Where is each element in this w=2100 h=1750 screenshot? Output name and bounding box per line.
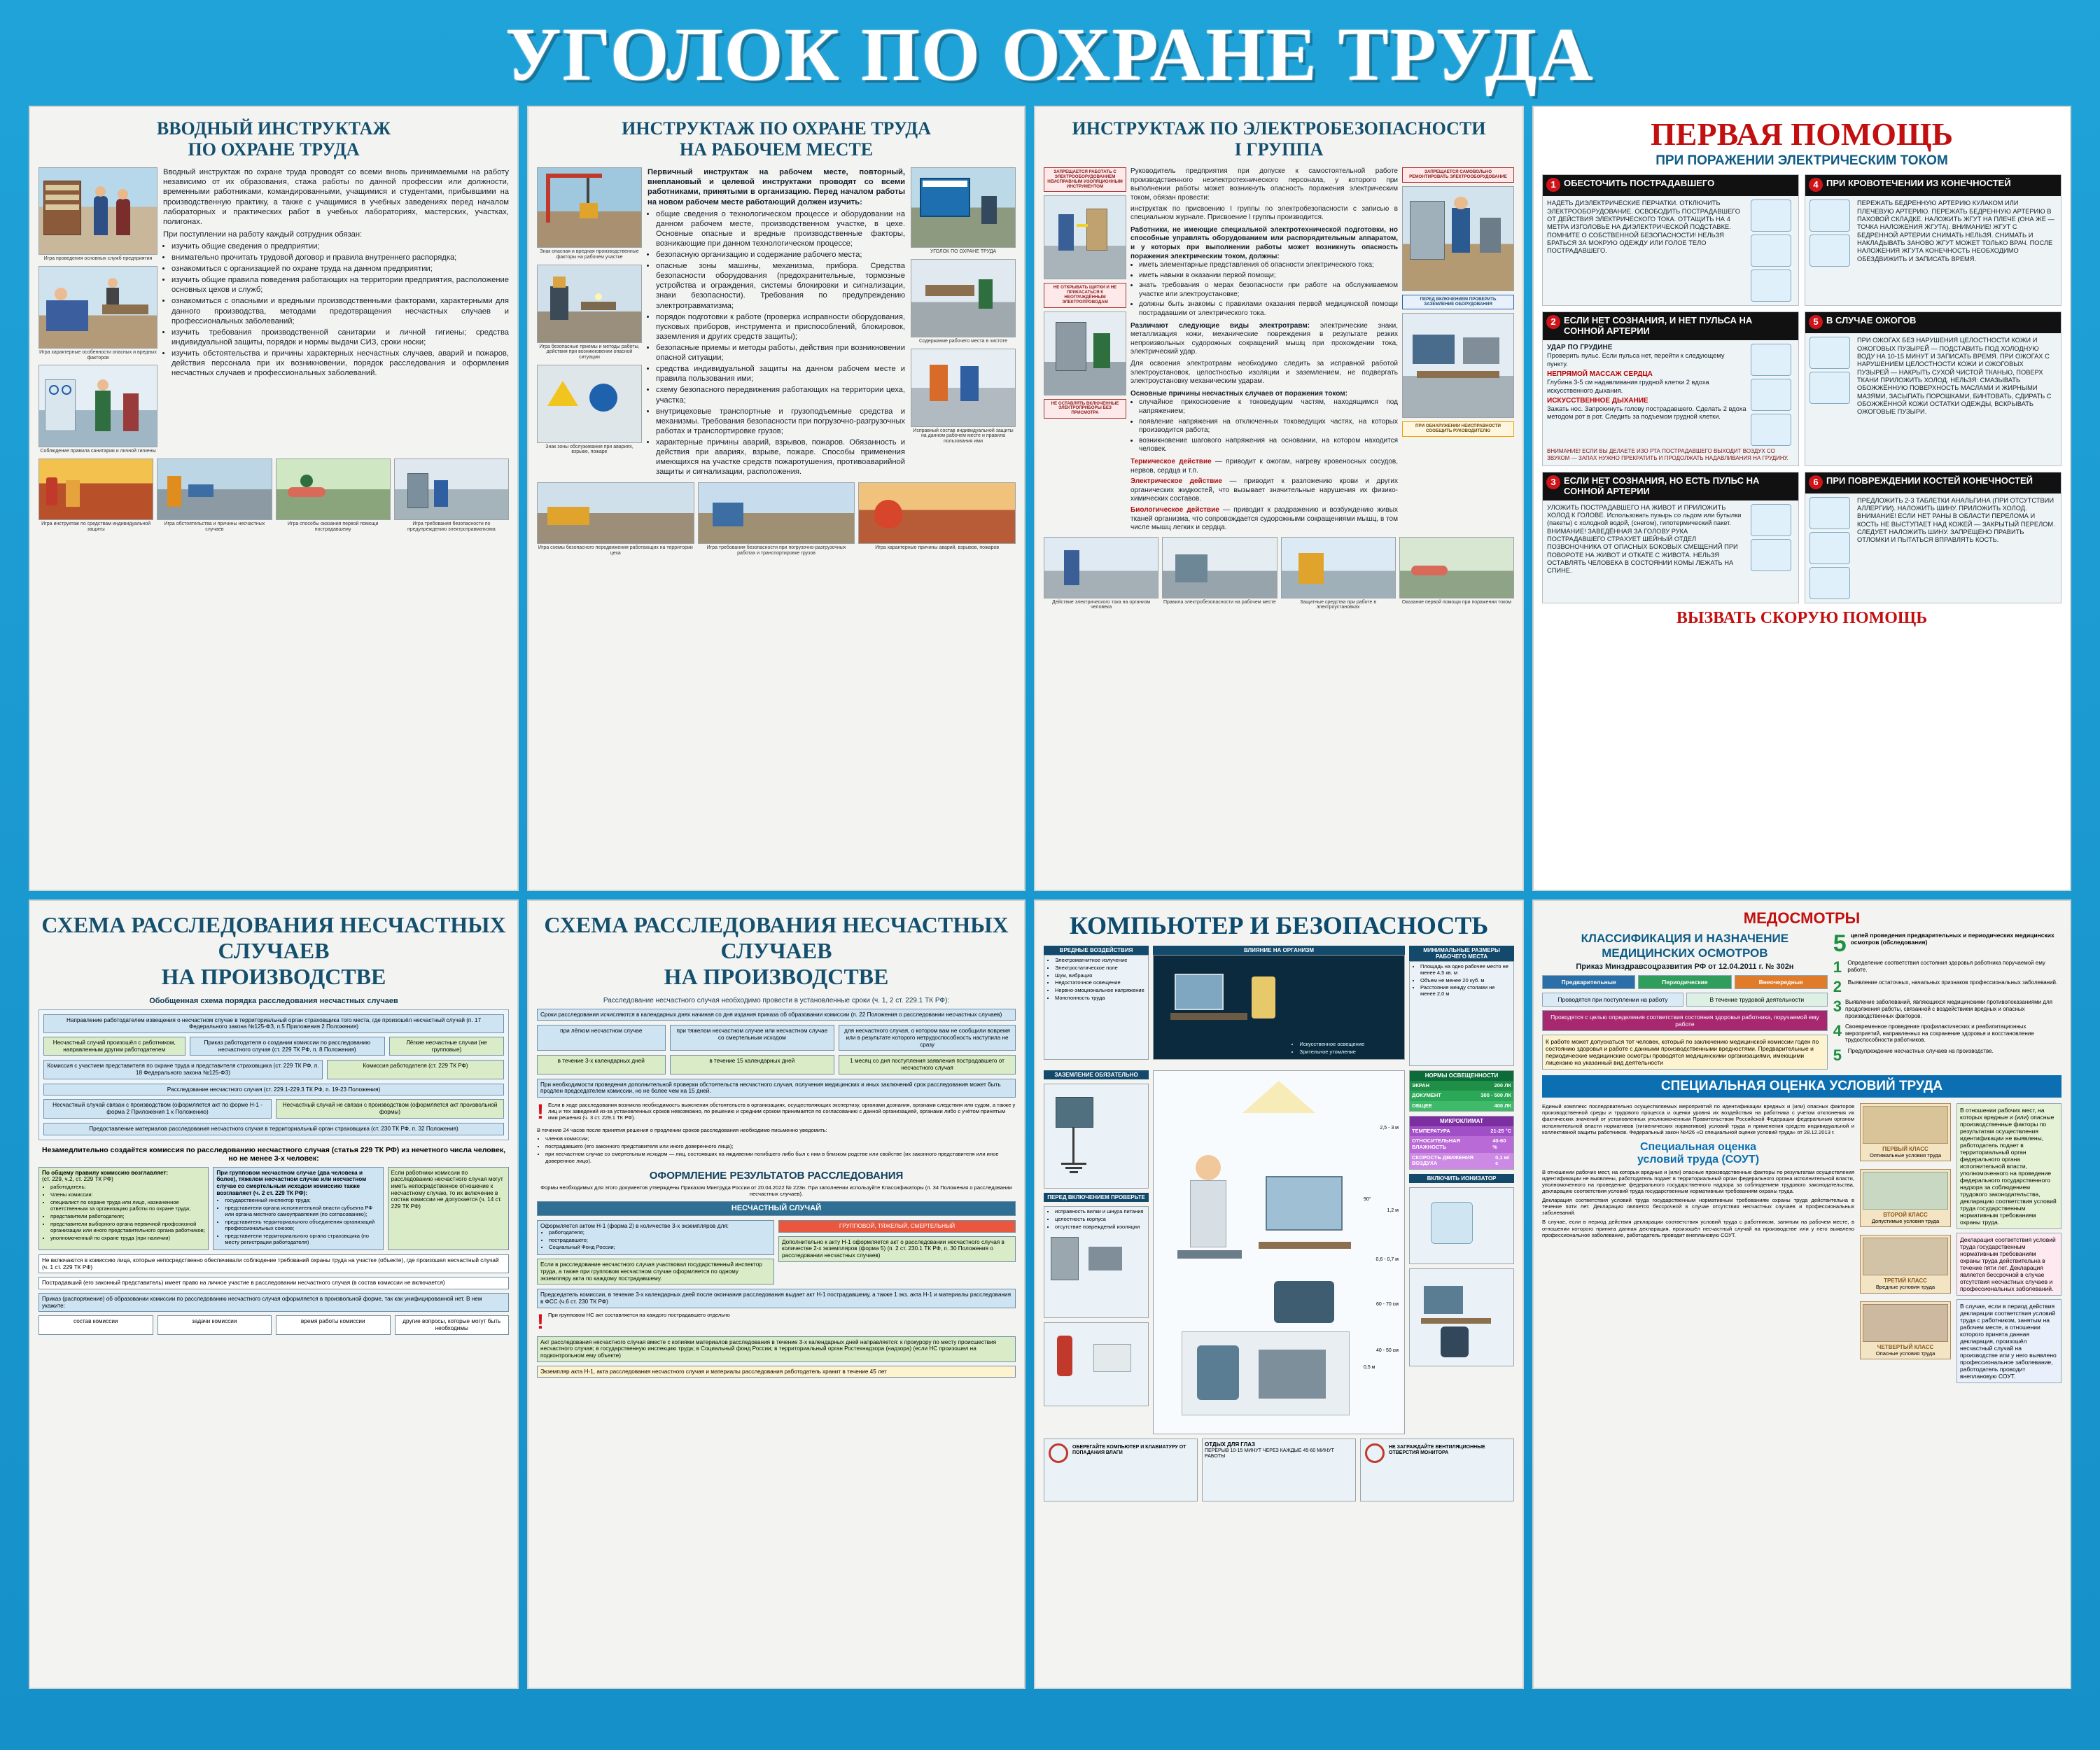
analgesic-icon xyxy=(1809,497,1850,529)
sout-bar: СПЕЦИАЛЬНАЯ ОЦЕНКА УСЛОВИЙ ТРУДА xyxy=(1542,1075,2062,1098)
intro-list: • изучить общие сведения о предприятии; • внимательно прочитать трудовой договор и правила внутреннего распорядка; • ознакомиться с организацией по охране труда на данном предприятии; • изучить общие правила поведения работающих на территории предприятия, расположение основных цехов и служб; • ознакомиться с опасными и вредными производственными факторами, характерными для данного производства, методами предотвращения несчастных случаев и профессиональных заболеваний; • изучить требования производственной санитарии и личной гигиены; средства индивидуальной защиты, порядок и нормы выдачи СИЗ, сроки носки; • изучить обстоятельства и причины характерных несчастных случаев, аварий и пожаров, действия персонала при их возникновении, порядок расследования и оформления несчастных случаев и профессиональных заболеваний. xyxy=(163,241,509,378)
commission-general: По общему правилу комиссию возглавляет: (ст. 229, ч.2, ст. 229 ТК РФ) • работодатель; • Члены комиссии: • специалист по охране труда или лицо, назначенное ответственным за организацию работы по охране труда; • представители работодателя; • представители выборного органа первичной профсоюзной организации или иного представительного органа работников; • уполномоченный по охране труда (при наличии) xyxy=(38,1167,209,1250)
cold-icon xyxy=(1809,567,1850,599)
first-aid-step-3: 3 ЕСЛИ НЕТ СОЗНАНИЯ, НО ЕСТЬ ПУЛЬС НА СОННОЙ АРТЕРИИ УЛОЖИТЬ ПОСТРАДАВШЕГО НА ЖИВОТ И ПРИЛОЖИТЬ ХОЛОД К ГОЛОВЕ. Использовать пузырь со льдом или бутылки (пакеты) с холодной водой, (снегом), гипотермический пакет. ВНИМАНИЕ! ЗАВЕДЁННАЯ ЗА ГОЛОВУ РУКА ПОСТРАДАВШЕГО СТРАХУЕТ ШЕЙНЫЙ ОТДЕЛ ПОЗВОНОЧНИКА ОТ ОПАСНЫХ БОКОВЫХ СМЕЩЕНИЙ ПРИ ПОВОРОТЕ НА ЖИВОТ И ОТКАТЕ С ЖИВОТА. НЕЛЬЗЯ ОСТАВЛЯТЬ ЧЕЛОВЕКА В СОСТОЯНИИ КОМЫ ЛЕЖАТЬ НА СПИНЕ. xyxy=(1542,472,1799,603)
rescue-breath-icon xyxy=(1751,414,1791,446)
medical-purpose: Проводятся с целью определения соответствия состояния здоровья работника, поручаемой ему работе xyxy=(1542,1010,1828,1031)
computer-right-stack xyxy=(1409,1070,1514,1434)
commission-severe: При групповом несчастном случае (два человека и более), тяжелом несчастном случае или несчастном случае со смертельным исходом комиссию также возглавляет (ч. 2 ст. 229 ТК РФ): • государственный инспектор труда; • представители органа исполнительной власти субъекта РФ или органа местного самоуправления (по согласованию); • представитель территориального объединения организаций профессиональных союзов; • представители территориального органа страховщика (по месту регистрации работодателя) xyxy=(213,1167,383,1250)
panel-workplace-briefing xyxy=(527,106,1026,891)
thumb-fire-cause: Игра характерные причины аварий, взрывов, пожаров xyxy=(858,482,1016,556)
sout-extra-2: Декларация соответствия условий труда государственным нормативным требованиям охраны труда действительна в течение пяти лет. Декларация является бессрочной в случае отсутствия несчастных случаев и профессиональных заболеваний. xyxy=(1956,1233,2062,1296)
ionizer-header: ВКЛЮЧИТЬ ИОНИЗАТОР xyxy=(1409,1174,1514,1183)
goals-count: 5 xyxy=(1833,930,1847,958)
scheme-right-extension: При необходимости проведения дополнительной проверки обстоятельств несчастного случая, получения медицинских и иных заключений срок расследования может быть продлен председателем комиссии, но не более чем на 15 дней. xyxy=(537,1079,1016,1098)
workplace-image-right: УГОЛОК ПО ОХРАНЕ ТРУДА Содержание рабочего места в чистоте Исправный состав индивидуальной защиты на данном рабочем месте и правила пользования ими xyxy=(911,167,1016,478)
illustration-ppe-locker xyxy=(38,365,158,447)
thumb-fire-safety: Игра инструктаж по средствам индивидуальной защиты xyxy=(38,458,153,532)
precheck-list: • исправность вилки и шнура питания • целостность корпуса • отсутствие повреждений изоляции xyxy=(1044,1206,1149,1318)
sout-classes xyxy=(1860,1103,1951,1383)
scheme-right-results-title: ОФОРМЛЕНИЕ РЕЗУЛЬТАТОВ РАССЛЕДОВАНИЯ xyxy=(649,1169,904,1182)
step-number: 1 xyxy=(1546,178,1560,192)
workplace-thumbnail-row xyxy=(537,482,1016,556)
badge-group-severe-fatal: ГРУППОВОЙ, ТЯЖЕЛЫЙ, СМЕРТЕЛЬНЫЙ xyxy=(778,1220,1016,1233)
workplace-image-left: Знак опасная и вредная производственные факторы на рабочем участке Игра безопасные приемы и методы работы, действия при возникновении опасной ситуации Знак зоны обслуживания при авариях, взрыве, пожаре xyxy=(537,167,642,478)
microclimate-table: МИКРОКЛИМАТ ТЕМПЕРАТУРА 21-25 °C ОТНОСИТЕЛЬНАЯ ВЛАЖНОСТЬ 40-60 % СКОРОСТЬ ДВИЖЕНИЯ ВОЗДУХА 0,1 м/с xyxy=(1409,1116,1514,1169)
illustration-fire-extinguisher xyxy=(1044,1322,1149,1406)
scheme-right-cases-row: при лёгком несчастном случае при тяжелом несчастном случае или несчастном случае со смертельным исходом для несчастного случая, о котором вам не сообщили вовремя или в результате которого нетрудоспособность наступила не сразу xyxy=(537,1025,1016,1051)
computer-bottom-row xyxy=(1044,1438,1514,1502)
badge-accident: НЕСЧАСТНЫЙ СЛУЧАЙ xyxy=(537,1201,1016,1216)
panel-first-aid xyxy=(1532,106,2071,891)
step-6-icons xyxy=(1809,497,1853,599)
electro-requirements-list: • иметь элементарные представления об опасности электрического тока; • иметь навыки в оказании первой помощи; • знать требования о мерах безопасности при работе на обслуживаемом участке или электроустановке; • должны быть знакомы с правилами оказания первой медицинской помощи пострадавшим от электрического тока. xyxy=(1130,261,1398,318)
computer-min-column: МИНИМАЛЬНЫЕ РАЗМЕРЫ РАБОЧЕГО МЕСТА • Площадь на одно рабочее место не менее 4,5 кв. м • Объем не менее 20 куб. м • Расстояние между столами не менее 2,0 м xyxy=(1409,946,1514,1066)
thumb-protective-equipment: Защитные средства при работе в электроустановках xyxy=(1281,537,1396,610)
scheme-right-warning: ! Если в ходе расследования возникла необходимость выяснения обстоятельств в организациях, осуществляющих экспертизу, органами дознания, органами следствия или судом, а также у лиц и тех заведений из-за установленных сроков невозможно, по решению и средним сроком принимается по согласованию с данной организацией, органами либо с учётом принятым ими решения (ч. 3 ст. 229.1 ТК РФ). xyxy=(537,1100,1016,1124)
scheme-right-forms-row xyxy=(537,1220,1016,1285)
grounding-header: ЗАЗЕМЛЕНИЕ ОБЯЗАТЕЛЬНО xyxy=(1044,1070,1149,1079)
workplace-list: • общие сведения о технологическом процессе и оборудовании на данном рабочем месте, производственном участке, в цехе. Основные опасные и вредные производственные факторы, возникающие при данном технологическом процессе; • безопасную организацию и содержание рабочего места; • опасные зоны машины, механизма, прибора. Средства безопасности оборудования (предохранительные, тормозные устройства и ограждения, системы блокировки и сигнализации, знаки безопасности). Требования по предупреждению электротравматизма; • порядок подготовки к работе (проверка исправности оборудования, пусковых приборов, инструмента и приспособлений, блокировок, заземления и других средств защиты); • безопасные приемы и методы работы, действия при возникновении опасной ситуации; • средства индивидуальной защиты на данном рабочем месте и правила пользования ими; • схему безопасного передвижения работающих на территории цеха, участка; • внутрицеховые транспортные и грузоподъемные средства и механизмы. Требования безопасности при погрузочно-разгрузочных работах и транспортировке грузов; • характерные причины аварий, взрывов, пожаров. Обязанность и действия при авариях, взрыве, пожаре. Способы применения имеющихся на участке средств пожаротушения, противоаварийной защиты и сигнализации, расположения. xyxy=(648,209,905,477)
panel-intro-briefing xyxy=(29,106,519,891)
computer-left-stack xyxy=(1044,1070,1149,1434)
computer-top-grid xyxy=(1044,946,1514,1066)
electro-causes-list: • случайное прикосновение к токоведущим частям, находящимся под напряжением; • появление напряжения на отключенных токоведущих частях, на которых производится работа; • возникновение шагового напряжения на основании, на котором находится человек. xyxy=(1130,398,1398,454)
illustration-hr-desk xyxy=(38,266,158,349)
sout-extra-1: В отношении рабочих мест, на которых вредные и (или) опасные производственные факторы по результатам осуществления идентификации не выявлены, работодатель подает в территориальный орган федерального органа исполнительной власти, уполномоченного на проведение федерального государственного надзора за соблюдением трудового законодательства, декларацию соответствия условий труда государственным нормативным требованиям охраны труда. xyxy=(1956,1103,2062,1229)
call-ambulance-text: ВЫЗВАТЬ СКОРУЮ ПОМОЩЬ xyxy=(1676,608,1928,627)
medical-goals: 5 целей проведения предварительных и периодических медицинских осмотров (обследования) 1 Определение соответствия состояния здоровья работника поручаемой ему работе. 2 Выявление остаточных, начальных признаков профессиональных заболеваний. 3 Выявление заболеваний, являющихся медицинскими противопоказаниями для продолжения работы, связанной с воздействием вредных и опасных производственных факторов. 4 Своевременное проведение профилактических и реабилитационных мероприятий, направленных на сохранение здоровья и восстановление трудоспособности работников. 5 Предупреждение несчастных случаев на производстве. xyxy=(1833,930,2058,1064)
storage-note: Экземпляр акта Н-1, акта расследования несчастного случая и материалы расследования работодатель хранит в течение 45 лет xyxy=(537,1366,1016,1378)
sout-section xyxy=(1542,1103,2062,1383)
panel-medical-exams xyxy=(1532,899,2071,1689)
cover-burn-icon xyxy=(1809,372,1850,404)
illustration-workstation-chair xyxy=(1409,1268,1514,1366)
medical-title: МЕДОСМОТРЫ xyxy=(1743,909,1861,927)
form-n1-note: Если в расследование несчастного случая участвовал государственный инспектор труда, а также при групповом несчастном случае оформляется по одному экземпляру акта по каждому пострадавшему. xyxy=(537,1259,774,1284)
scheme-left-flowchart: Направление работодателем извещения о несчастном случае в территориальный орган страховщика того места, где произошёл несчастный случай (п. 17 Федерального закона №125-ФЗ, п.5 Приложения 2 Положения) Несчастный случай произошёл с работником, направленным другим работодателем Приказ работодателя о создании комиссии по расследованию несчастного случая (ст. 229 ТК РФ, п. 8 Положения) Лёгкие несчастные случаи (не групповые) Комиссия с участием представителя по охране труда и представителя страховщика (ст. 229 ТК РФ, п. 18 Федерального закона №125-ФЗ) Комиссия работодателя (ст. 229 ТК РФ) Расследование несчастного случая (ст. 229.1-229.3 ТК РФ, п. 19-23 Положения) Несчастный случай связан с производством (оформляется акт по форме Н-1 - форма 2 Приложения 1 к Положению) Несчастный случай не связан с производством (оформляется акт произвольной формы) Предоставление материалов расследования несчастного случая в территориальный орган страховщика (ст. 230 ТК РФ, п. 32 Положения) xyxy=(38,1009,509,1140)
intro-image-column: Игра проведения основных служб предприятия Игра характерные особенности опасных и вредных факторов Соблюдение правила санитарии и личной гигиены xyxy=(38,167,158,454)
scheme-right-deadlines-row: в течение 3-х календарных дней в течение 15 календарных дней 1 месяц со дня поступления заявления пострадавшего от несчастного случая xyxy=(537,1055,1016,1074)
scheme-left-foot-3: Приказ (распоряжение) об образовании комиссии по расследованию несчастного случая оформляется в произвольной форме, так как унифицированной нет. В нем укажите: xyxy=(38,1293,509,1312)
group-accident-note: ! При групповом НС акт составляется на каждого пострадавшего отдельно xyxy=(537,1310,730,1334)
intro-thumbnail-row xyxy=(38,458,509,532)
illustration-workstation-night: • Искусственное освещение • Зрительное утомление xyxy=(1153,955,1405,1060)
step-5-icons xyxy=(1809,337,1853,416)
sign-check-grounding: ПЕРЕД ВКЛЮЧЕНИЕМ ПРОВЕРИТЬ ЗАЗЕМЛЕНИЕ ОБОРУДОВАНИЯ xyxy=(1402,295,1514,310)
computer-harm-column: ВРЕДНЫЕ ВОЗДЕЙСТВИЯ • Электромагнитное излучение • Электростатическое поле • Шум, вибрация • Недостаточное освещение • Нервно-эмоциональное напряжение • Монотонность труда xyxy=(1044,946,1149,1066)
min-size-list: • Площадь на одно рабочее место не менее 4,5 кв. м • Объем не менее 20 куб. м • Расстояние между столами не менее 2,0 м xyxy=(1409,961,1514,1066)
sign-no-unattended: НЕ ОСТАВЛЯТЬ ВКЛЮЧЕННЫЕ ЭЛЕКТРОПРИБОРЫ БЕЗ ПРИСМОТРА xyxy=(1044,399,1126,419)
scheme-left-subtitle: Обобщенная схема порядка расследования несчастных случаев xyxy=(149,996,398,1005)
sign-no-self-repair: ЗАПРЕЩАЕТСЯ САМОВОЛЬНО РЕМОНТИРОВАТЬ ЭЛЕКТРООБОРУДОВАНИЕ xyxy=(1402,167,1514,183)
thumb-electro-safety: Игра требования безопасности по предупреждению электротравматизма xyxy=(394,458,509,532)
first-aid-step-5: 5 В СЛУЧАЕ ОЖОГОВ ПРИ ОЖОГАХ БЕЗ НАРУШЕНИЯ ЦЕЛОСТНОСТИ КОЖИ И ОЖОГОВЫХ ПУЗЫРЕЙ — ПОДСТАВИТЬ ПОД ХОЛОДНУЮ ВОДУ НА 10-15 МИНУТ И ЗАПИСАТЬ ВРЕМЯ. ПРИ ОЖОГАХ С НАРУШЕНИЕМ ЦЕЛОСТНОСТИ КОЖИ И ОЖОГОВЫХ ПУЗЫРЕЙ — НАКРЫТЬ СУХОЙ ЧИСТОЙ ТКАНЬЮ, ПОВЕРХ ТКАНИ ПРИЛОЖИТЬ ХОЛОД. НЕЛЬЗЯ: СМАЗЫВАТЬ ОБОЖЖЁННУЮ ПОВЕРХНОСТЬ МАСЛАМИ И ЖИРНЫМИ МАЗЯМИ, ЗАСЫПАТЬ ПОРОШКАМИ, БИНТОВАТЬ, СДИРАТЬ С ОБОЖЖЁННОЙ КОЖИ ОСТАТКИ ОДЕЖДЫ, ВСКРЫВАТЬ ОЖОГОВЫЕ ПУЗЫРИ. xyxy=(1805,312,2062,465)
commission-exclusion: Если работники комиссии по расследованию несчастного случая могут иметь непосредственное отношение к несчастному случаю, то их включение в состав комиссии не допускается (ч. 14 ст. 229 ТК РФ) xyxy=(388,1167,509,1250)
scheme-right-results-note: Формы необходимых для этого документов утверждены Приказом Минтруда России от 20.04.2022 № 223н. При заполнении используйте Классификаторы (п. 34 Положения о расследовании несчастных случаев). xyxy=(540,1184,1012,1197)
panel-investigation-scheme-terms xyxy=(527,899,1026,1689)
precheck-header: ПЕРЕД ВКЛЮЧЕНИЕМ ПРОВЕРЬТЕ xyxy=(1044,1193,1149,1202)
cold-pack-icon xyxy=(1751,539,1791,571)
cold-water-icon xyxy=(1809,337,1850,369)
scheme-left-foot-1: Не включаются в комиссию лица, которые непосредственно обеспечивали соблюдение требований охраны труда на участке (объекте), где произошел несчастный случай (ч. 1 ст. 229 ТК РФ) xyxy=(38,1254,509,1273)
scheme-left-commission-note: Незамедлительно создаётся комиссия по расследованию несчастного случая (статья 229 ТК РФ) из нечетного числа человек, но не менее 3-х человек: xyxy=(42,1145,505,1163)
step-number: 2 xyxy=(1546,315,1560,329)
splint-icon xyxy=(1809,532,1850,564)
illustration-electric-shock xyxy=(1044,195,1126,279)
panel-intro-title: ВВОДНЫЙ ИНСТРУКТАЖ ПО ОХРАНЕ ТРУДА xyxy=(156,118,391,160)
thumb-rescue: Игра обстоятельства и причины несчастных случаев xyxy=(157,458,272,532)
step-2-icons xyxy=(1751,344,1794,446)
panel-electro-safety xyxy=(1034,106,1524,891)
eye-rest-note: ОТДЫХ ДЛЯ ГЛАЗ ПЕРЕРЫВ 10-15 МИНУТ ЧЕРЕЗ КАЖДЫЕ 45-60 МИНУТ РАБОТЫ xyxy=(1202,1438,1356,1502)
illustration-ppe-use xyxy=(911,349,1016,427)
scheme-left-title: СХЕМА РАССЛЕДОВАНИЯ НЕСЧАСТНЫХ СЛУЧАЕВ НА ПРОИЗВОДСТВЕ xyxy=(41,912,506,989)
form-5-note: Дополнительно к акту Н-1 оформляется акт о расследовании несчастного случая в количестве 2-х экземпляров (форма 5) (п. 2 ст. 230.1 ТК РФ, п. 30 Положения о расследовании несчастных случаев) xyxy=(778,1236,1016,1262)
step-number: 3 xyxy=(1546,475,1560,489)
class-card-1: ПЕРВЫЙ КЛАСС Оптимальные условия труда xyxy=(1860,1103,1951,1161)
panel-workplace-title: ИНСТРУКТАЖ ПО ОХРАНЕ ТРУДА НА РАБОЧЕМ МЕСТЕ xyxy=(622,118,931,160)
panel-computer-safety xyxy=(1034,899,1524,1689)
electro-thumbnail-row xyxy=(1044,537,1514,610)
thumb-loading: Игра требования безопасности при погрузочно-разгрузочных работах и транспортировке грузов xyxy=(698,482,855,556)
electro-sign-column-right xyxy=(1402,167,1514,533)
illustration-safety-signs xyxy=(537,365,642,443)
sout-extra-cards xyxy=(1956,1103,2062,1383)
illustration-notice-board xyxy=(911,167,1016,248)
step-3-icons xyxy=(1751,504,1794,575)
electro-sign-column-left xyxy=(1044,167,1126,533)
first-aid-step-2: 2 ЕСЛИ НЕТ СОЗНАНИЯ, И НЕТ ПУЛЬСА НА СОННОЙ АРТЕРИИ УДАР ПО ГРУДИНЕ Проверить пульс. Если пульса нет, перейти к следующему пункту. НЕПРЯМОЙ МАССАЖ СЕРДЦА Глубина 3-5 см надавливания грудной клетки 2 вдоха искусственного дыхания. ИСКУССТВЕННОЕ ДЫХАНИЕ Зажать нос. Запрокинуть голову пострадавшего. Сделать 2 вдоха методом рот в рот. Следить за подъемом грудной клетки. ВНИМАНИЕ! ЕСЛИ ВЫ ДЕЛАЕТЕ ИЗО РТА ПОСТРАДАВШЕГО ВЫХОДИТ ВОЗДУХ СО ЗВУКОМ — ЗАПАХ НУЖНО ПРЕКРАТИТЬ И ПРОДОЛЖАТЬ НАДАВЛИВАНИЯ НА ГРУДИНУ. xyxy=(1542,312,1799,465)
step-1-icons xyxy=(1751,200,1794,302)
class-card-2: ВТОРОЙ КЛАСС Допустимые условия труда xyxy=(1860,1169,1951,1227)
illustration-panel-check xyxy=(1044,312,1126,396)
artery-press-icon xyxy=(1809,200,1850,232)
step-4-icons xyxy=(1809,200,1853,267)
first-aid-title: ПЕРВАЯ ПОМОЩЬ xyxy=(1651,116,1953,153)
first-aid-subtitle: ПРИ ПОРАЖЕНИИ ЭЛЕКТРИЧЕСКИМ ТОКОМ xyxy=(1656,153,1948,169)
recovery-position-icon xyxy=(1751,504,1791,536)
first-aid-grid xyxy=(1542,174,2062,603)
thumb-current-effect: Действие электрического тока на организм человека xyxy=(1044,537,1158,610)
precordial-thump-icon xyxy=(1751,344,1791,376)
medical-order: Приказ Минздравсоцразвития РФ от 12.04.2011 г. № 302н xyxy=(1576,962,1794,972)
thumb-first-aid-shock: Оказание первой помощи при поражении током xyxy=(1399,537,1514,610)
panel-electro-title: ИНСТРУКТАЖ ПО ЭЛЕКТРОБЕЗОПАСНОСТИ I ГРУППА xyxy=(1072,118,1486,160)
warning-moisture: ОБЕРЕГАЙТЕ КОМПЬЮТЕР И КЛАВИАТУРУ ОТ ПОПАДАНИЯ ВЛАГИ xyxy=(1044,1438,1198,1502)
thumb-transport: Игра схемы безопасного передвижения работающих на территории цеха xyxy=(537,482,694,556)
scheme-left-commission-columns xyxy=(38,1167,509,1250)
sign-no-open-panels: НЕ ОТКРЫВАТЬ ЩИТКИ И НЕ ПРИКАСАТЬСЯ К НЕОГРАЖДЁННЫМ ЭЛЕКТРОПРОВОДАМ xyxy=(1044,283,1126,307)
workplace-text-column: Первичный инструктаж на рабочем месте, повторный, внеплановый и целевой инструктажи проводят со всеми работниками, принятыми в организацию. Перед началом работы на новом рабочем месте работающий должен изучить: • общие сведения о технологическом процессе и оборудовании на данном рабочем месте, производственном участке, в цехе. Основные опасные и вредные производственные факторы, возникающие при данном технологическом процессе; • безопасную организацию и содержание рабочего места; • опасные зоны машины, механизма, прибора. Средства безопасности оборудования (предохранительные, тормозные устройства и ограждения, системы блокировки и сигнализации, знаки безопасности). Требования по предупреждению электротравматизма; • порядок подготовки к работе (проверка исправности оборудования, пусковых приборов, инструмента и приспособлений, блокировок, заземления и других средств защиты); • безопасные приемы и методы работы, действия при возникновении опасной ситуации; • средства индивидуальной защиты на данном рабочем месте и правила пользования ими; • схему безопасного передвижения работающих на территории цеха, участка; • внутрицеховые транспортные и грузоподъемные средства и механизмы. Требования безопасности при погрузочно-разгрузочных работах и транспортировке грузов; • характерные причины аварий, взрывов, пожаров. Обязанность и действия при авариях, взрыве, пожаре. Способы применения имеющихся на участке средств пожаротушения, противоаварийной защиты и сигнализации, расположения. xyxy=(648,167,905,478)
switch-off-icon xyxy=(1751,234,1791,267)
computer-panel-title: КОМПЬЮТЕР И БЕЗОПАСНОСТЬ xyxy=(1069,911,1489,940)
medical-classification: КЛАССИФИКАЦИЯ И НАЗНАЧЕНИЕ МЕДИЦИНСКИХ ОСМОТРОВ Приказ Минздравсоцразвития РФ от 12.04.2011 г. № 302н Предварительные Периодические Внеочередные Проводятся при поступлении на работу В течение трудовой деятельности Проводятся с целью определения соответствия состояния здоровья работника, поручаемой ему работе К работе может допускаться тот человек, который по заключению медицинской комиссии годен по состоянию здоровья и работе с данными производственными вредностями. Предварительные и периодические медицинские осмотры проводятся медицинскими организациями, имеющими лицензию на указанный вид деятельности xyxy=(1542,932,1828,1070)
warning-icon: ! xyxy=(537,1100,544,1124)
first-aid-step-4: 4 ПРИ КРОВОТЕЧЕНИИ ИЗ КОНЕЧНОСТЕЙ ПЕРЕЖАТЬ БЕДРЕННУЮ АРТЕРИЮ КУЛАКОМ ИЛИ ПЛЕЧЕВУЮ АРТЕРИЮ. ПЕРЕЖАТЬ БЕДРЕННУЮ АРТЕРИЮ В ПАХОВОЙ СКЛАДКЕ. НАЛОЖИТЬ ЖГУТ НА ПЛЕЧЕ (ОНА ЖЕ — ТОЧКА НАЛОЖЕНИЯ ЖГУТА). ВНИМАНИЕ! ЖГУТ С БЕДРЕННОЙ АРТЕРИИ СНИМАТЬ НЕЛЬЗЯ. СНИМАТЬ И НАКЛАДЫВАТЬ ЗАНОВО ЖГУТ МОЖЕТ ТОЛЬКО ВРАЧ. ПОСЛЕ НАЛОЖЕНИЯ ЖГУТА КОНЕЧНОСТЬ НЕОБХОДИМО ОБЕЗДВИЖИТЬ И ЗАПИСАТЬ ВРЕМЯ. xyxy=(1805,174,2062,306)
scheme-right-terms-note: Сроки расследования исчисляются в календарных днях начиная со дня издания приказа об образовании комиссии (п. 22 Положения о расследовании несчастных случаев) xyxy=(537,1009,1016,1021)
illustration-clean-workplace xyxy=(911,259,1016,337)
step-number: 5 xyxy=(1809,315,1823,329)
illustration-workshop-electrician xyxy=(1402,186,1514,291)
sout-text: Единый комплекс последовательно осуществляемых мероприятий по идентификации вредных и (или) опасных факторов производственной среды и трудового процесса и оценки уровня их воздействия на работника с учетом отклонения их фактических значений от установленных уполномоченным Правительством Российской Федерации федеральным органом исполнительной власти нормативов (гигиенических нормативов) условий труда и применения средств индивидуальной и коллективной защиты работников. Федеральный закон №426 «О специальной оценке условий труда» от 28.12.2013 г. Специальная оценка условий труда (СОУТ) В отношении рабочих мест, на которых вредные и (или) опасные производственные факторы по результатам осуществления идентификации не выявлены, работодатель подает в территориальный орган федерального органа исполнительной власти, уполномоченного на проведение федерального государственного надзора за соблюдением трудового законодательства, декларацию соответствия условий труда государственным нормативным требованиям охраны труда. Декларация соответствия условий труда государственным нормативным требованиям охраны труда действительна в течение пяти лет. Декларация является бессрочной в случае отсутствия несчастных случаев и профессиональных заболеваний. В случае, если в период действия декларации соответствия условий труда с работником, занятым на рабочем месте, в отношении которого принята данная декларация, произошёл несчастный случай на производстве или у него выявлено профессиональное заболевание, работодатель проводит внеплановую СОУТ. xyxy=(1542,1103,1854,1238)
distribution-note: Акт расследования несчастного случая вместе с копиями материалов расследования в течение 3-х календарных дней направляется: к прокурору по месту происшествия несчастного случая; в государственную инспекцию труда; в Социальный фонд России; в территориальный орган Ростехнадзора (надзора) (если НС произошел на подконтрольном ему объекте) xyxy=(537,1336,1016,1362)
intro-text-column: Вводный инструктаж по охране труда проводят со всеми вновь принимаемыми на работу независимо от их образования, стажа работы по данной профессии или должности, временными работниками, командированными, учащимися и студентами, прибывшими на производственную практику, а также с учащимися в учебных заведениях перед началом лабораторных и практических работ в учебных лабораториях, мастерских, участках, полигонах. При поступлении на работу каждый сотрудник обязан: • изучить общие сведения о предприятии; • внимательно прочитать трудовой договор и правила внутреннего распорядка; • ознакомиться с организацией по охране труда на данном предприятии; • изучить общие правила поведения работающих на территории предприятия, расположение основных цехов и служб; • ознакомиться с опасными и вредными производственными факторами, характерными для данного производства, методами предотвращения несчастных случаев и профессиональных заболеваний; • изучить требования производственной санитарии и личной гигиены; средства индивидуальной защиты, порядок и нормы выдачи СИЗ, сроки носки; • изучить обстоятельства и причины характерных несчастных случаев, аварий и пожаров, действия персонала при их возникновении, порядок расследования и оформления несчастных случаев и профессиональных заболеваний. xyxy=(163,167,509,454)
step-number: 6 xyxy=(1809,475,1823,489)
first-aid-step-1: 1 ОБЕСТОЧИТЬ ПОСТРАДАВШЕГО НАДЕТЬ ДИЭЛЕКТРИЧЕСКИЕ ПЕРЧАТКИ. ОТКЛЮЧИТЬ ЭЛЕКТРООБОРУДОВАНИЕ. ОСВОБОДИТЬ ПОСТРАДАВШЕГО ОТ ДЕЙСТВИЯ ЭЛЕКТРИЧЕСКОГО ТОКА. ОТТАЩИТЬ НА 4 МЕТРА ИЗГОЛОВЬЕ НА ДИЭЛЕКТРИЧЕСКОЙ ПОДСТАВКЕ. ПОМНИТЕ О СОБСТВЕННОЙ БЕЗОПАСНОСТИ! НЕЛЬЗЯ БРАТЬСЯ ЗА МОКРУЮ ОДЕЖДУ ИЛИ ГОЛОЕ ТЕЛО ПОСТРАДАВШЕГО. xyxy=(1542,174,1799,306)
medical-columns xyxy=(1542,932,2062,1070)
illustration-ergonomic-diagram: 2,5 - 3 м 1,2 м 0,6 - 0,7 м 60 - 70 см 40 - 50 см 90° 0,5 м xyxy=(1153,1070,1405,1434)
drag-victim-icon xyxy=(1751,270,1791,302)
thumb-first-aid: Игра способы оказания первой помощи пострадавшему xyxy=(276,458,391,532)
illustration-crane-site xyxy=(537,167,642,248)
illustration-welding xyxy=(537,265,642,343)
scheme-right-title: СХЕМА РАССЛЕДОВАНИЯ НЕСЧАСТНЫХ СЛУЧАЕВ НА ПРОИЗВОДСТВЕ xyxy=(544,912,1009,989)
warning-vents: НЕ ЗАГРАЖДАЙТЕ ВЕНТИЛЯЦИОННЫЕ ОТВЕРСТИЯ МОНИТОРА xyxy=(1360,1438,1514,1502)
scheme-left-order-cells: состав комиссии задачи комиссии время работы комиссии другие вопросы, которые могут быть необходимы xyxy=(38,1315,509,1334)
panel-investigation-scheme-general xyxy=(29,899,519,1689)
thumb-rules-workplace: Правила электробезопасности на рабочем месте xyxy=(1162,537,1277,610)
illustration-grounding xyxy=(1044,1084,1149,1189)
medical-when-row: Проводятся при поступлении на работу В течение трудовой деятельности xyxy=(1542,993,1828,1007)
computer-center-diagram xyxy=(1153,1070,1405,1434)
harm-list: • Электромагнитное излучение • Электростатическое поле • Шум, вибрация • Недостаточное освещение • Нервно-эмоциональное напряжение • Монотонность труда xyxy=(1044,955,1149,1060)
medical-admission: К работе может допускаться тот человек, который по заключению медицинской комиссии годен по состоянию здоровья и работе с данными производственными вредностями. Предварительные и периодические медицинские осмотры проводятся медицинскими организациями, имеющими лицензию на указанный вид деятельности xyxy=(1542,1035,1828,1070)
illustration-office-electrical xyxy=(1402,313,1514,418)
illustration-ionizer xyxy=(1409,1187,1514,1264)
first-aid-step-6: 6 ПРИ ПОВРЕЖДЕНИИ КОСТЕЙ КОНЕЧНОСТЕЙ ПРЕДЛОЖИТЬ 2-3 ТАБЛЕТКИ АНАЛЬГИНА (ПРИ ОТСУТСТВИИ АЛЛЕРГИИ). НАЛОЖИТЬ ШИНУ. ПРИЛОЖИТЬ ХОЛОД. ВНИМАНИЕ! ЕСЛИ НЕТ РАНЫ В ОБЛАСТИ ПЕРЕЛОМА И КОСТЬ НЕ ВЫСТУПАЕТ НАД КОЖЕЙ — ЗАКРЫТЫЙ ПЕРЕЛОМ. СЛЕДУЕТ НАЛОЖИТЬ ШИНУ. ЗАПРЕЩЕНО ПРАВИТЬ ОТЛОМКИ И ПЫТАТЬСЯ ВПРАВЛЯТЬ КОСТЬ. xyxy=(1805,472,2062,603)
form-n1-info: Оформляется актом Н-1 (форма 2) в количестве 3-х экземпляров для: • работодателя; • пострадавшего; • Социальный Фонд России; xyxy=(537,1220,774,1256)
sout-extra-3: В случае, если в период действия декларации соответствия условий труда с работником, занятым на рабочем месте, в отношении которого принята данная декларация, произошёл несчастный случай на производстве или у него выявлено профессиональное заболевание, работодатель проводит внеплановую СОУТ. xyxy=(1956,1299,2062,1383)
class-card-4: ЧЕТВЕРТЫЙ КЛАСС Опасные условия труда xyxy=(1860,1301,1951,1359)
panel-grid xyxy=(20,106,2080,1689)
chair-duty-note: Председатель комиссии, в течение 3-х календарных дней после окончания расследования выдает акт Н-1 пострадавшему, а также 1 экз. акта Н-1 и материалы расследования в ФСС (ч.6 ст. 230 ТК РФ) xyxy=(537,1289,1016,1308)
scheme-right-subtitle: Расследование несчастного случая необходимо провести в установленные сроки (ч. 1, 2 ст. 229.1 ТК РФ): xyxy=(603,996,950,1004)
warning-icon-2: ! xyxy=(537,1310,544,1334)
scheme-right-notify-title: В течение 24 часов после принятия решения о продлении сроков расследования необходимо письменно уведомить: xyxy=(537,1127,827,1134)
scheme-right-notify-list: • членов комиссии; • пострадавшего (его законного представителя или иного доверенного лица); • при несчастном случае со смертельным исходом — лиц, состоявших на иждивении погибшего либо был с ним в близком родстве или свойстве (их законного представителя или иное доверенное лицо). xyxy=(537,1135,1016,1163)
sign-report-fault: ПРИ ОБНАРУЖЕНИИ НЕИСПРАВНОСТИ СООБЩИТЬ РУКОВОДИТЕЛЮ xyxy=(1402,421,1514,437)
scheme-left-foot-2: Пострадавший (его законный представитель) имеет право на личное участие в расследовании несчастного случая (в состав комиссии не включается) xyxy=(38,1277,509,1289)
computer-organ-column: ВЛИЯНИЕ НА ОРГАНИЗМ • Искусственное освещение • Зрительное утомление xyxy=(1153,946,1405,1066)
sign-no-faulty-tools: ЗАПРЕЩАЕТСЯ РАБОТАТЬ С ЭЛЕКТРООБОРУДОВАНИЕМ НЕИСПРАВНЫМ ИЗОЛЯЦИОННЫМ ИНСТРУМЕНТОМ xyxy=(1044,167,1126,192)
computer-middle-row xyxy=(1044,1070,1514,1434)
medical-types-row: Предварительные Периодические Внеочередные xyxy=(1542,975,1828,989)
light-norms-table: НОРМЫ ОСВЕЩЕННОСТИ ЭКРАН 200 ЛК ДОКУМЕНТ 300 - 500 ЛК ОБЩЕЕ 400 ЛК xyxy=(1409,1070,1514,1112)
page-title: УГОЛОК ПО ОХРАНЕ ТРУДА xyxy=(505,13,1595,97)
gloves-icon xyxy=(1751,200,1791,232)
electro-text-column: Руководитель предприятия при допуске к самостоятельной работе производственного неэлектротехнического персонала, у которого при выполнении работы может возникнуть опасность поражения электрическим током, обязан провести: инструктаж по присвоению I группы по электробезопасности с записью в специальном журнале. Присвоение I группы производится. Работники, не имеющие специальной электротехнической подготовки, но способные управлять оборудованием или распорядительным аппаратом, и у которых при выполнении работы может возникнуть опасность поражения электрическим током, должны: • иметь элементарные представления об опасности электрического тока; • иметь навыки в оказании первой помощи; • знать требования о мерах безопасности при работе на обслуживаемом участке или электроустановке; • должны быть знакомы с правилами оказания первой медицинской помощи пострадавшим от электрического тока. Различают следующие виды электротравм: электрические знаки, металлизация кожи, механические повреждения в результате резких непроизвольных судорожных сокращений мышц при прохождении тока, электрический удар. Для освоения электротравм необходимо следить за исправной работой электроустановок, целостностью изоляции и заземлением, не подвергать электроустановку механическим ударам. Основные причины несчастных случаев от поражения током: • случайное прикосновение к токоведущим частям, находящимся под напряжением; • появление напряжения на отключенных токоведущих частях, на которых производится работа; • возникновение шагового напряжения на основании, на котором находится человек. Термическое действие — приводит к ожогам, нагреву кровеносных сосудов, нервов, сердца и т.п. Электрическое действие — приводит к разложению крови и других органических жидкостей, что вызывает значительные нарушения их физико-химических составов. Биологическое действие — приводит к раздражению и возбуждению живых тканей организма, что сопровождается судорожными сокращениями мышц, в том числе мышц легких и сердца. xyxy=(1130,167,1398,533)
chest-compression-icon xyxy=(1751,379,1791,411)
step-number: 4 xyxy=(1809,178,1823,192)
illustration-office-shelves xyxy=(38,167,158,255)
class-card-3: ТРЕТИЙ КЛАСС Вредные условия труда xyxy=(1860,1235,1951,1293)
tourniquet-icon xyxy=(1809,234,1850,267)
